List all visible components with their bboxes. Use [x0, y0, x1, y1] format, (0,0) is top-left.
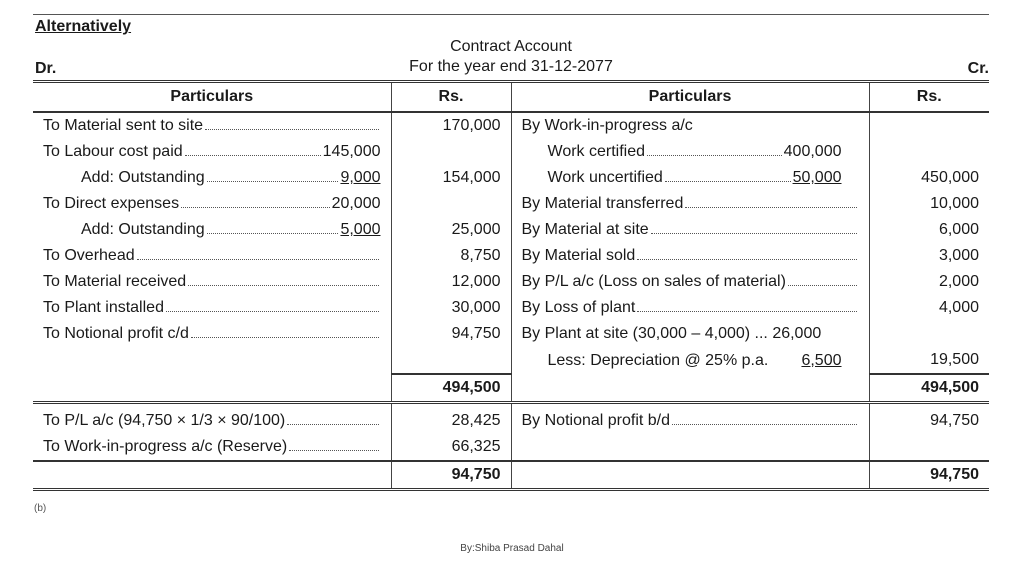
heading-alternatively: Alternatively	[35, 18, 132, 35]
table-row	[33, 165, 989, 191]
debit-amount	[391, 139, 511, 165]
credit-particular: By Material transferred	[511, 191, 869, 217]
contract-account-sheet	[33, 14, 989, 510]
header-particulars-debit: Particulars	[33, 82, 391, 113]
credit-amount	[869, 112, 989, 139]
account-period: For the year end 31-12-2077	[409, 58, 613, 75]
debit-particular: To P/L a/c (94,750 × 1/3 × 90/100)	[33, 408, 391, 434]
debit-amount: 154,000	[391, 165, 511, 191]
credit-particular: By Material sold	[511, 243, 869, 269]
debit-particular	[33, 461, 391, 490]
top-rule	[33, 14, 989, 15]
debit-amount: 30,000	[391, 295, 511, 321]
credit-particular: By Work-in-progress a/c	[511, 112, 869, 139]
credit-amount: 10,000	[869, 191, 989, 217]
credit-particular: By Material at site	[511, 217, 869, 243]
total-row	[33, 374, 989, 403]
debit-amount: 28,425	[391, 408, 511, 434]
credit-amount	[869, 139, 989, 165]
credit-amount: 450,000	[869, 165, 989, 191]
table-row	[33, 295, 989, 321]
credit-amount: 2,000	[869, 269, 989, 295]
credit-amount: 94,750	[869, 408, 989, 434]
table-row	[33, 347, 989, 374]
debit-amount: 25,000	[391, 217, 511, 243]
credit-label: Cr.	[967, 60, 989, 77]
credit-total: 94,750	[869, 461, 989, 490]
table-row	[33, 269, 989, 295]
debit-particular: To Overhead	[33, 243, 391, 269]
debit-amount: 8,750	[391, 243, 511, 269]
credit-particular: Work certified 400,000	[511, 139, 869, 165]
debit-total: 94,750	[391, 461, 511, 490]
header-rs-credit: Rs.	[869, 82, 989, 113]
credit-particular	[511, 461, 869, 490]
debit-amount	[391, 347, 511, 374]
debit-particular: To Work-in-progress a/c (Reserve)	[33, 434, 391, 461]
credit-particular: By P/L a/c (Loss on sales of material)	[511, 269, 869, 295]
credit-particular: Work uncertified 50,000	[511, 165, 869, 191]
debit-amount: 66,325	[391, 434, 511, 461]
credit-particular	[511, 434, 869, 461]
debit-particular: To Direct expenses 20,000	[43, 195, 381, 212]
debit-particular: To Plant installed	[33, 295, 391, 321]
credit-particular: By Notional profit b/d	[511, 408, 869, 434]
credit-amount	[869, 321, 989, 347]
table-row	[33, 191, 989, 217]
credit-amount: 3,000	[869, 243, 989, 269]
debit-total: 494,500	[391, 374, 511, 403]
table-row	[33, 217, 989, 243]
header-rs-debit: Rs.	[391, 82, 511, 113]
debit-particular: To Labour cost paid 145,000	[43, 143, 381, 160]
credit-amount: 19,500	[869, 347, 989, 374]
contract-account-table	[33, 80, 989, 491]
debit-particular: Add: Outstanding 5,000	[81, 221, 381, 238]
debit-particular	[33, 374, 391, 403]
credit-amount: 6,000	[869, 217, 989, 243]
credit-particular	[511, 374, 869, 403]
debit-amount: 170,000	[391, 112, 511, 139]
debit-particular: To Material sent to site	[33, 112, 391, 139]
header-row	[33, 82, 989, 113]
table-row	[33, 243, 989, 269]
debit-amount: 94,750	[391, 321, 511, 347]
table-row	[33, 112, 989, 139]
debit-particular	[33, 347, 391, 374]
table-row	[33, 139, 989, 165]
header-particulars-credit: Particulars	[511, 82, 869, 113]
debit-amount	[391, 191, 511, 217]
account-title: Contract Account	[450, 38, 572, 55]
credit-particular: Less: Depreciation @ 25% p.a. 6,500	[511, 347, 869, 374]
credit-particular: By Loss of plant	[511, 295, 869, 321]
credit-amount	[869, 434, 989, 461]
credit-particular: By Plant at site (30,000 – 4,000) ... 26,000	[511, 321, 869, 347]
credit-amount: 4,000	[869, 295, 989, 321]
debit-amount: 12,000	[391, 269, 511, 295]
debit-particular: To Notional profit c/d	[33, 321, 391, 347]
table-row	[33, 434, 989, 461]
total-row	[33, 461, 989, 490]
debit-particular: Add: Outstanding 9,000	[81, 169, 381, 186]
credit-total: 494,500	[869, 374, 989, 403]
debit-label: Dr.	[35, 60, 57, 77]
table-row	[33, 321, 989, 347]
debit-particular: To Material received	[33, 269, 391, 295]
table-row	[33, 408, 989, 434]
clipped-section-label: (b)	[34, 503, 47, 514]
author-footer: By:Shiba Prasad Dahal	[460, 543, 564, 554]
